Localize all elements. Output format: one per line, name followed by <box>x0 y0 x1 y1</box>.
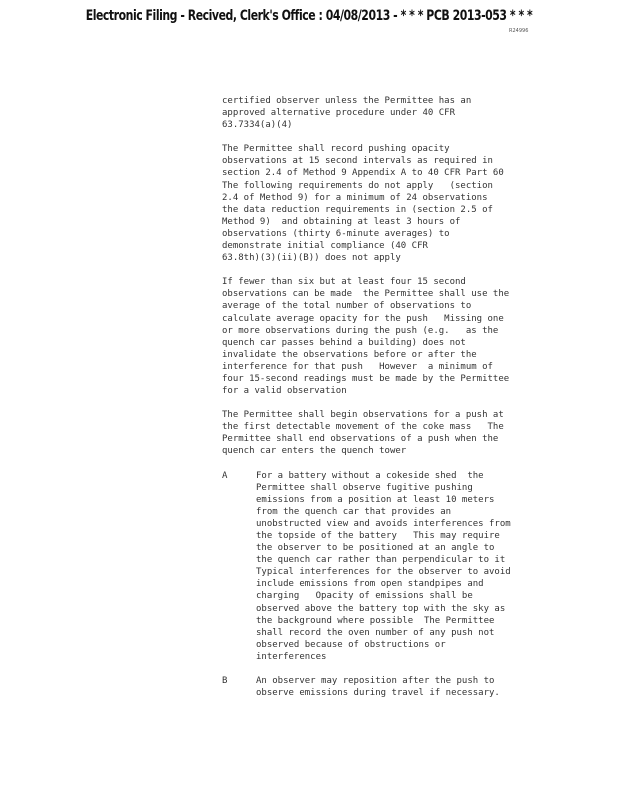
electronic-filing-header: Electronic Filing - Recived, Clerk's Office : 04/08/2013 - * * * PCB 2013-053 * * * <box>85 8 533 24</box>
list-item-text: For a battery without a cokeside shed the Permittee shall observe fugitive pushing emissions from a position at least 10 meters from the quench car that provides an unobstructed view and avoids interferences from the topside of the battery This may require the observer to be positioned at an angle to the quench car rather than perpendicular to it Typical interferences for the observer to avoid include emissions from open standpipes and charging Opacity of emissions shall be observed above the battery top with the sky as the background where possible The Permittee shall record the oven number of any push not observed because of obstructions or interferences <box>256 470 511 662</box>
list-item-a <box>222 470 542 664</box>
list-item-letter: B <box>222 676 228 687</box>
list-item-text: An observer may reposition after the push to observe emissions during travel if necessary. <box>256 676 500 699</box>
paragraph-begin-observations: The Permittee shall begin observations for a push at the first detectable movement of the coke mass The Permittee shall end observations of a push when the quench car enters the quench tower <box>222 410 504 457</box>
paragraph-record-opacity: The Permittee shall record pushing opacity observations at 15 second intervals as required in section 2.4 of Method 9 Appendix A to 40 CFR Part 60 The following requirements do not apply (section 2.4 of Method 9) for a minimum of 24 observations the data reduction requirements in (section 2.5 of Method 9) and obtaining at least 3 hours of observations (thirty 6-minute averages) to demonstrate initial compliance (40 CFR 63.8th)(3)(ii)(B)) does not apply <box>222 144 504 264</box>
paragraph-certified-observer: certified observer unless the Permittee has an approved alternative procedure under 40 CFR 63.7334(a)(4) <box>222 96 472 131</box>
list-item-b <box>222 675 542 699</box>
document-body <box>222 95 542 711</box>
page-stamp: R24996 <box>509 28 529 34</box>
paragraph-fewer-observations: If fewer than six but at least four 15 second observations can be made the Permittee shall use the average of the total number of observations to calculate average opacity for the push Missing one or more observations during the push (e.g. as the quench car passes behind a building) does not invalidate the observations before or after the interference for that push However a minimum of four 15-second readings must be made by the Permittee for a valid observation <box>222 277 510 397</box>
list-item-letter: A <box>222 470 228 481</box>
